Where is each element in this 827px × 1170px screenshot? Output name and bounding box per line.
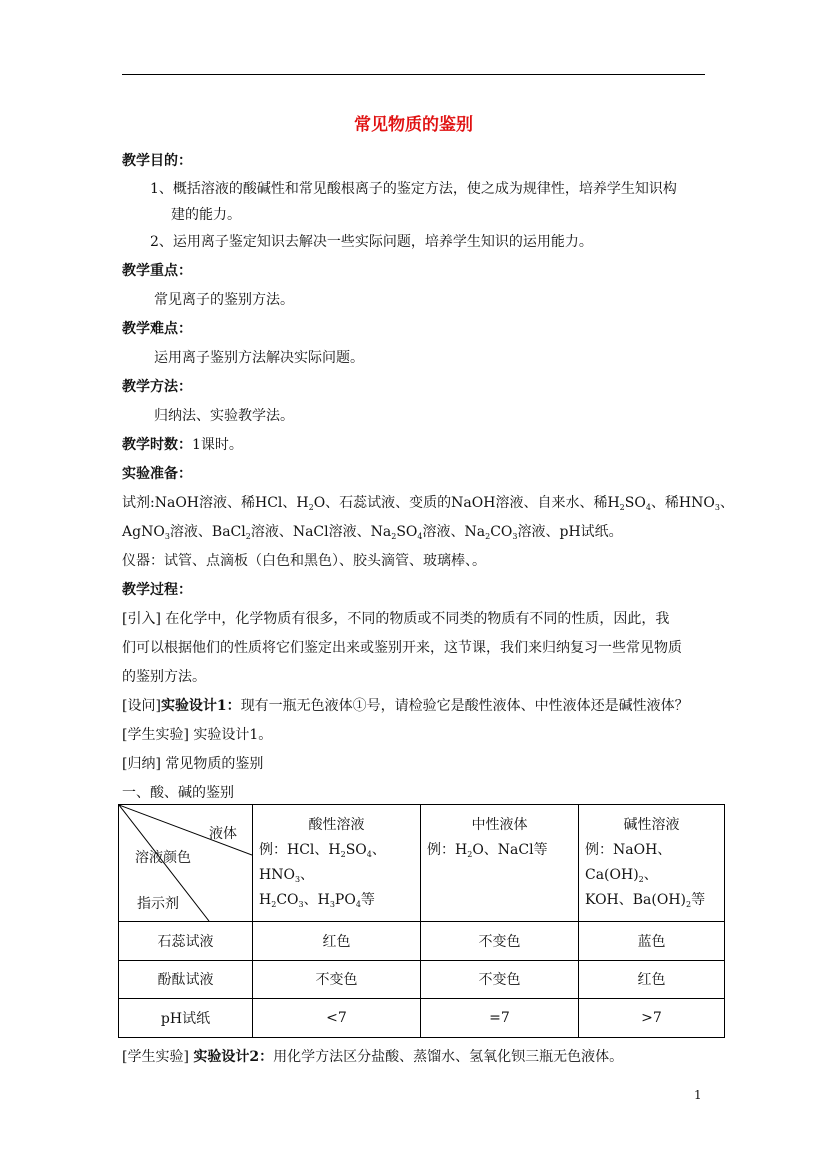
header-rule xyxy=(122,74,705,75)
reagent-text: 溶液、pH试纸。 xyxy=(517,524,623,540)
base-examples xyxy=(585,838,718,913)
corner-color-label: 溶液颜色 xyxy=(135,850,191,866)
subscript: 3 xyxy=(294,875,301,884)
difficulties-text: 运用离子鉴别方法解决实际问题。 xyxy=(154,350,364,366)
question-text: 现有一瓶无色液体①号，请检验它是酸性液体、中性液体还是碱性液体？ xyxy=(240,698,689,714)
example-text: PO xyxy=(334,892,356,908)
header-base xyxy=(579,805,725,922)
example-text: 、 xyxy=(643,867,658,883)
exp2-title: 实验设计2： xyxy=(193,1049,274,1065)
row-indicator: 石蕊试液 xyxy=(119,921,253,960)
table-row xyxy=(119,921,725,960)
neutral-examples xyxy=(427,838,572,863)
neutral-heading: 中性液体 xyxy=(471,817,528,833)
subscript: 4 xyxy=(417,532,423,541)
reagents-label: 试剂: xyxy=(122,495,155,511)
exp2-prefix: [学生实验] xyxy=(122,1049,189,1065)
exp2-text: 用化学方法区分盐酸、蒸馏水、氢氧化钡三瓶无色液体。 xyxy=(273,1049,624,1065)
example-text: 、H xyxy=(303,892,330,908)
table-corner-cell xyxy=(119,805,253,922)
question-prefix: [设问] xyxy=(122,698,161,714)
subscript: 3 xyxy=(164,532,170,541)
reagent-text: 溶液、BaCl xyxy=(169,524,246,540)
row-base-value: 红色 xyxy=(579,960,725,998)
difficulties-heading: 教学难点： xyxy=(122,321,192,337)
methods-text: 归纳法、实验教学法。 xyxy=(154,408,294,424)
example-text: KOH、Ba(OH) xyxy=(585,892,687,908)
subscript: 2 xyxy=(467,850,473,859)
section-1-heading: 一、酸、碱的鉴别 xyxy=(122,785,234,801)
indicator-table xyxy=(118,804,725,1038)
row-neutral-value: =7 xyxy=(421,998,579,1037)
acid-heading: 酸性溶液 xyxy=(308,817,365,833)
intro-line-3: 的鉴别方法。 xyxy=(122,669,206,685)
example-text: SO xyxy=(345,842,367,858)
student-exp-2 xyxy=(122,1048,623,1066)
row-acid-value: 红色 xyxy=(253,921,421,960)
row-neutral-value: 不变色 xyxy=(421,960,579,998)
subscript: 4 xyxy=(355,900,361,909)
objective-1: 1、概括溶液的酸碱性和常见酸根离子的鉴定方法，使之成为规律性，培养学生知识构 xyxy=(150,181,677,197)
table-row xyxy=(119,960,725,998)
example-text: 例：H xyxy=(427,842,468,858)
subscript: 3 xyxy=(298,900,304,909)
hours-text: 1课时。 xyxy=(192,437,243,453)
page-number: 1 xyxy=(694,1088,702,1102)
table-row xyxy=(119,998,725,1037)
process-heading: 教学过程： xyxy=(122,582,192,598)
summary-line: [归纳] 常见物质的鉴别 xyxy=(122,756,264,772)
reagent-text: AgNO xyxy=(122,524,165,540)
intro-line-2: 们可以根据他们的性质将它们鉴定出来或鉴别开来，这节课，我们来归纳复习一些常见物质 xyxy=(122,640,682,656)
example-text: 例：NaOH、Ca(OH) xyxy=(585,842,672,883)
objective-2: 2、运用离子鉴定知识去解决一些实际问题，培养学生知识的运用能力。 xyxy=(150,234,593,250)
reagent-text: SO xyxy=(624,495,646,511)
reagent-text: NaOH溶液、稀HCl、H xyxy=(154,495,309,511)
subscript: 2 xyxy=(308,503,314,512)
example-text: O、NaCl等 xyxy=(472,842,548,858)
page-title: 常见物质的鉴别 xyxy=(354,115,473,135)
subscript: 2 xyxy=(485,532,491,541)
reagent-text: 溶液、Na xyxy=(422,524,486,540)
corner-indicator-label: 指示剂 xyxy=(137,896,179,912)
reagents-line-2 xyxy=(122,523,623,541)
row-base-value: >7 xyxy=(579,998,725,1037)
base-heading: 碱性溶液 xyxy=(623,817,680,833)
row-indicator: 酚酞试液 xyxy=(119,960,253,998)
subscript: 2 xyxy=(686,900,692,909)
question-line xyxy=(122,697,689,715)
subscript: 2 xyxy=(619,503,625,512)
hours-heading: 教学时数： xyxy=(122,437,192,453)
corner-liquid-label: 液体 xyxy=(209,826,237,842)
key-points-text: 常见离子的鉴别方法。 xyxy=(154,292,294,308)
subscript: 3 xyxy=(512,532,518,541)
reagent-text: 、 xyxy=(719,495,734,511)
acid-examples xyxy=(259,838,414,913)
subscript: 2 xyxy=(271,900,277,909)
question-title: 实验设计1： xyxy=(160,698,241,714)
row-neutral-value: 不变色 xyxy=(421,921,579,960)
subscript: 2 xyxy=(391,532,397,541)
subscript: 2 xyxy=(245,532,251,541)
instruments-line: 仪器：试管、点滴板（白色和黑色）、胶头滴管、玻璃棒、。 xyxy=(122,553,486,569)
subscript: 2 xyxy=(638,875,644,884)
reagent-text: SO xyxy=(396,524,418,540)
student-exp-1: [学生实验] 实验设计1。 xyxy=(122,727,273,743)
objectives-heading: 教学目的： xyxy=(122,153,192,169)
key-points-heading: 教学重点： xyxy=(122,263,192,279)
objective-1-cont: 建的能力。 xyxy=(171,207,241,223)
methods-heading: 教学方法： xyxy=(122,379,192,395)
subscript: 4 xyxy=(366,850,372,859)
header-neutral xyxy=(421,805,579,922)
example-text: 例：HCl、H xyxy=(259,842,341,858)
row-base-value: 蓝色 xyxy=(579,921,725,960)
reagent-text: 、稀HNO xyxy=(650,495,715,511)
example-text: CO xyxy=(276,892,299,908)
reagent-text: O、石蕊试液、变质的NaOH溶液、自来水、稀H xyxy=(313,495,620,511)
prep-heading: 实验准备： xyxy=(122,466,192,482)
example-text: 等 xyxy=(360,892,375,908)
table-header-row xyxy=(119,805,725,922)
header-acid xyxy=(253,805,421,922)
row-indicator: pH试纸 xyxy=(119,998,253,1037)
subscript: 2 xyxy=(340,850,346,859)
example-text: H xyxy=(259,892,272,908)
subscript: 3 xyxy=(329,900,335,909)
hours-line xyxy=(122,436,243,454)
row-acid-value: 不变色 xyxy=(253,960,421,998)
subscript: 4 xyxy=(645,503,651,512)
reagent-text: 溶液、NaCl溶液、Na xyxy=(250,524,392,540)
row-acid-value: <7 xyxy=(253,998,421,1037)
subscript: 3 xyxy=(714,503,720,512)
example-text: 、HNO xyxy=(259,842,386,883)
reagents-line-1 xyxy=(122,494,734,512)
reagent-text: CO xyxy=(490,524,513,540)
intro-line-1: [引入] 在化学中，化学物质有很多，不同的物质或不同类的物质有不同的性质，因此，我 xyxy=(122,611,670,627)
example-text: 等 xyxy=(691,892,706,908)
example-text: 、 xyxy=(300,867,315,883)
